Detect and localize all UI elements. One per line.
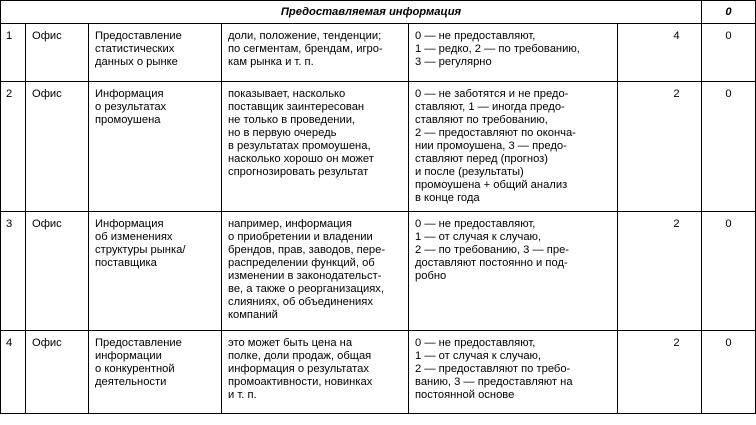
table-row xyxy=(1,212,756,331)
row-criterion-name: Предоставление статистических данных о рынке xyxy=(89,24,222,82)
row-score: 2 xyxy=(618,212,702,331)
row-score: 4 xyxy=(618,24,702,82)
row-grading-scale: 0 — не заботятся и не предо- ставляют, 1 — иногда предо- ставляют по требованию, 2 — предоставляют по оконча- нии промоушена, 3 — предо- ставляют перед (прогноз) и после (результаты) промоушена + общий анализ в конце года xyxy=(409,82,618,212)
table-row xyxy=(1,331,756,414)
table-header-title: Предоставляемая информация xyxy=(1,1,702,24)
row-criterion-name: Информация об изменениях структуры рынка/ поставщика xyxy=(89,212,222,331)
row-criterion-description: доли, положение, тенденции; по сегментам, брендам, игро- кам рынка и т. п. xyxy=(222,24,409,82)
row-grading-scale: 0 — не предоставляют, 1 — от случая к случаю, 2 — по требованию, 3 — пре- доставляют постоянно и под- робно xyxy=(409,212,618,331)
table-header-extra: 0 xyxy=(702,1,756,24)
row-number: 3 xyxy=(1,212,26,331)
row-extra-score: 0 xyxy=(702,331,756,414)
row-extra-score: 0 xyxy=(702,212,756,331)
row-criterion-description: например, информация о приобретении и владении брендов, прав, заводов, пере- распределении функций, об изменении в законодательст- ве, а также о реорганизациях, слияниях, об объединениях компаний xyxy=(222,212,409,331)
row-grading-scale: 0 — не предоставляют, 1 — от случая к случаю, 2 — предоставляют по требо- ванию, 3 — предоставляют на постоянной основе xyxy=(409,331,618,414)
row-criterion-name: Информация о результатах промоушена xyxy=(89,82,222,212)
table-row xyxy=(1,82,756,212)
row-extra-score: 0 xyxy=(702,24,756,82)
row-place: Офис xyxy=(26,331,89,414)
row-place: Офис xyxy=(26,82,89,212)
row-criterion-description: это может быть цена на полке, доли продаж, общая информация о результатах промоактивности, новинках и т. п. xyxy=(222,331,409,414)
row-number: 2 xyxy=(1,82,26,212)
row-extra-score: 0 xyxy=(702,82,756,212)
table-row xyxy=(1,24,756,82)
row-number: 4 xyxy=(1,331,26,414)
row-grading-scale: 0 — не предоставляют, 1 — редко, 2 — по требованию, 3 — регулярно xyxy=(409,24,618,82)
table-header-row xyxy=(1,1,756,24)
row-score: 2 xyxy=(618,82,702,212)
row-place: Офис xyxy=(26,24,89,82)
row-number: 1 xyxy=(1,24,26,82)
row-place: Офис xyxy=(26,212,89,331)
row-criterion-name: Предоставление информации о конкурентной деятельности xyxy=(89,331,222,414)
row-criterion-description: показывает, насколько поставщик заинтересован не только в проведении, но в первую очередь в результатах промоушена, насколько хорошо он может спрогнозировать результат xyxy=(222,82,409,212)
row-score: 2 xyxy=(618,331,702,414)
